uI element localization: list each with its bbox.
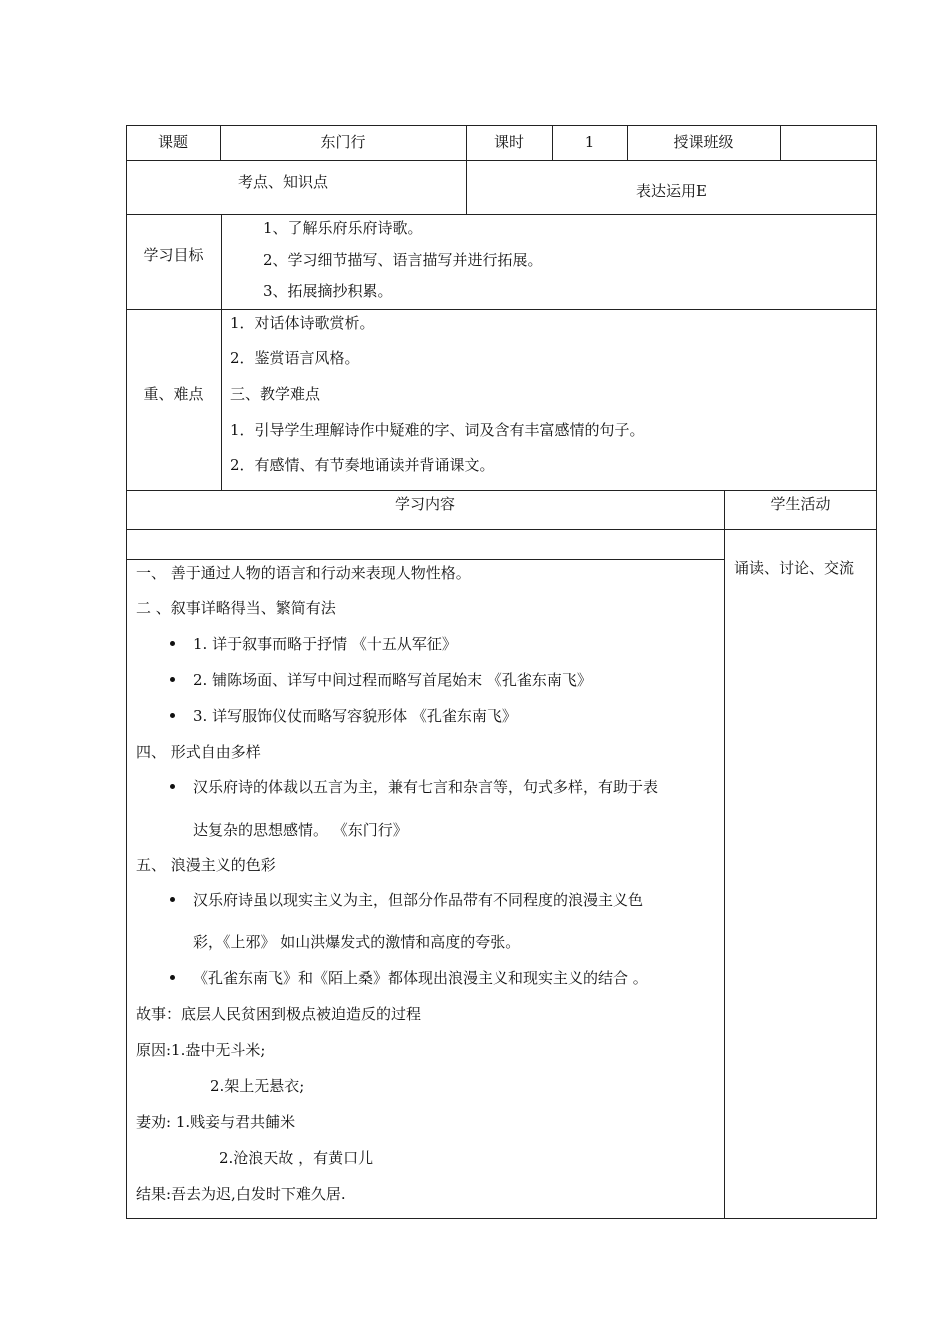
section-heading: 一、 善于通过人物的语言和行动来表现人物性格。 bbox=[136, 564, 471, 582]
paragraph-line: 《孔雀东南飞》和《陌上桑》都体现出浪漫主义和现实主义的结合 。 bbox=[193, 969, 648, 987]
row-divider bbox=[126, 529, 877, 530]
activity-text: 诵读、讨论、交流 bbox=[734, 559, 855, 577]
story-line: 故事：底层人民贫困到极点被迫造反的过程 bbox=[136, 1005, 422, 1023]
period-label: 课时 bbox=[493, 133, 524, 151]
bullet-icon bbox=[170, 677, 175, 682]
keypoint-item: 2．鉴赏语言风格。 bbox=[230, 349, 360, 367]
objective-item: 2、学习细节描写、语言描写并进行拓展。 bbox=[263, 251, 543, 269]
reason-line: 2.架上无悬衣; bbox=[210, 1077, 305, 1095]
paragraph-line: 达复杂的思想感情。 《东门行》 bbox=[193, 821, 408, 839]
paragraph-line: 汉乐府诗的体裁以五言为主，兼有七言和杂言等，句式多样，有助于表 bbox=[193, 778, 659, 796]
keypoint-item: 2．有感情、有节奏地诵读并背诵课文。 bbox=[230, 456, 495, 474]
objective-item: 1、了解乐府乐府诗歌。 bbox=[263, 219, 423, 237]
bullet-icon bbox=[170, 713, 175, 718]
paragraph-line: 彩，《上邪》 如山洪爆发式的激情和高度的夸张。 bbox=[193, 933, 521, 951]
row-divider bbox=[126, 214, 877, 215]
topic-value: 东门行 bbox=[320, 133, 366, 151]
section-heading: 四、 形式自由多样 bbox=[136, 743, 261, 761]
bullet-icon bbox=[170, 784, 175, 789]
keypoint-item: 1．引导学生理解诗作中疑难的字、词及含有丰富感情的句子。 bbox=[230, 421, 645, 439]
reason-line: 原因:1.盎中无斗米; bbox=[136, 1041, 266, 1059]
section-heading: 五、 浪漫主义的色彩 bbox=[136, 856, 276, 874]
keypoint-item: 1．对话体诗歌赏析。 bbox=[230, 314, 375, 332]
objective-item: 3、拓展摘抄积累。 bbox=[263, 282, 393, 300]
row-divider bbox=[126, 490, 877, 491]
activity-header: 学生活动 bbox=[770, 495, 831, 513]
topic-label: 课题 bbox=[157, 133, 188, 151]
col-divider bbox=[724, 490, 725, 1219]
row-divider bbox=[126, 160, 877, 161]
list-item: 1. 详于叙事而略于抒情 《十五从军征》 bbox=[193, 635, 457, 653]
bullet-icon bbox=[170, 975, 175, 980]
objectives-label: 学习目标 bbox=[143, 246, 204, 264]
bullet-icon bbox=[170, 897, 175, 902]
period-value: 1 bbox=[584, 133, 595, 151]
row-divider bbox=[126, 559, 724, 560]
row-divider bbox=[126, 309, 877, 310]
content-header: 学习内容 bbox=[394, 495, 455, 513]
col-divider bbox=[221, 214, 222, 490]
section-heading: 二 、叙事详略得当、繁简有法 bbox=[136, 599, 336, 617]
keypoint-item: 三、教学难点 bbox=[230, 385, 321, 403]
knowledge-value: 表达运用E bbox=[636, 182, 707, 200]
wife-line: 2.沧浪天故 ，有黄口儿 bbox=[219, 1149, 374, 1167]
class-label: 授课班级 bbox=[673, 133, 734, 151]
knowledge-label: 考点、知识点 bbox=[237, 173, 328, 191]
keypoints-label: 重、难点 bbox=[143, 385, 204, 403]
paragraph-line: 汉乐府诗虽以现实主义为主，但部分作品带有不同程度的浪漫主义色 bbox=[193, 891, 644, 909]
result-line: 结果:吾去为迟,白发时下难久居. bbox=[136, 1185, 346, 1203]
list-item: 3. 详写服饰仪仗而略写容貌形体 《孔雀东南飞》 bbox=[193, 707, 517, 725]
wife-line: 妻劝: 1.贱妾与君共餔米 bbox=[136, 1113, 296, 1131]
bullet-icon bbox=[170, 641, 175, 646]
list-item: 2. 铺陈场面、详写中间过程而略写首尾始末 《孔雀东南飞》 bbox=[193, 671, 592, 689]
col-divider bbox=[780, 125, 781, 160]
